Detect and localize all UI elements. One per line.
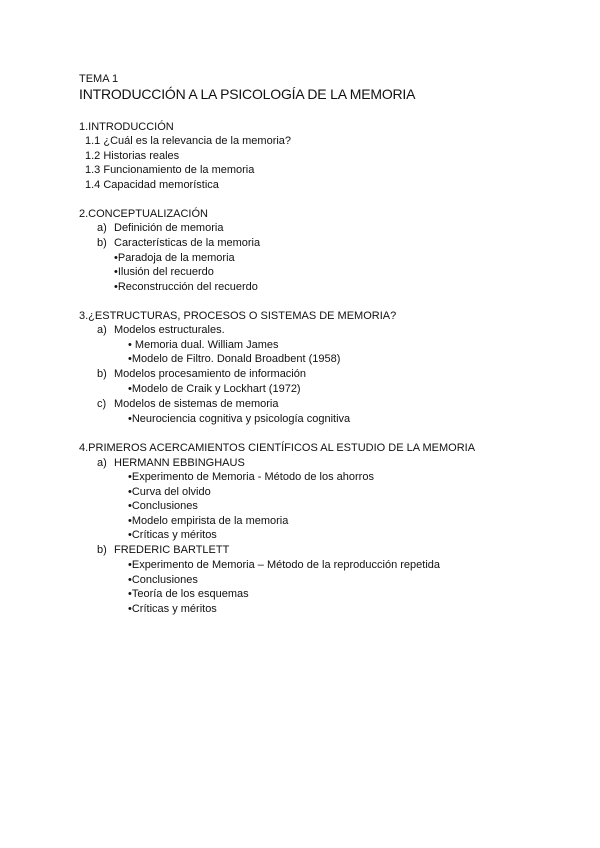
list-marker: a) xyxy=(97,324,107,336)
sub-item: •Conclusiones xyxy=(128,500,198,512)
list-marker: b) xyxy=(97,544,107,556)
list-marker: a) xyxy=(97,457,107,469)
sub-item: •Críticas y méritos xyxy=(128,529,217,541)
sub-item: •Ilusión del recuerdo xyxy=(114,266,214,278)
sub-item: •Curva del olvido xyxy=(128,486,211,498)
sub-item: •Teoría de los esquemas xyxy=(128,588,249,600)
list-marker: c) xyxy=(97,398,107,410)
sub-item: •Experimento de Memoria – Método de la reproducción repetida xyxy=(128,559,441,571)
list-item: 1.1 ¿Cuál es la relevancia de la memoria? xyxy=(85,135,292,147)
list-item: Características de la memoria xyxy=(114,237,261,249)
list-item: 1.4 Capacidad memorística xyxy=(85,179,219,191)
list-item: Modelos estructurales. xyxy=(114,324,225,336)
list-marker: a) xyxy=(97,222,107,234)
section-4-heading: 4.PRIMEROS ACERCAMIENTOS CIENTÍFICOS AL ESTUDIO DE LA MEMORIA xyxy=(79,442,476,454)
sub-item: •Conclusiones xyxy=(128,574,198,586)
sub-item: •Modelo de Filtro. Donald Broadbent (1958) xyxy=(128,353,341,365)
sub-item: •Críticas y méritos xyxy=(128,603,217,615)
sub-item: •Reconstrucción del recuerdo xyxy=(114,281,258,293)
section-1-heading: 1.INTRODUCCIÓN xyxy=(79,121,174,133)
sub-item: •Modelo de Craik y Lockhart (1972) xyxy=(128,383,301,395)
sub-item: •Paradoja de la memoria xyxy=(114,252,235,264)
page-title: INTRODUCCIÓN A LA PSICOLOGÍA DE LA MEMORIA xyxy=(79,86,416,102)
list-item: Modelos procesamiento de información xyxy=(114,368,306,380)
section-2-heading: 2.CONCEPTUALIZACIÓN xyxy=(79,208,208,220)
list-marker: b) xyxy=(97,237,107,249)
list-item: 1.2 Historias reales xyxy=(85,150,180,162)
list-marker: b) xyxy=(97,368,107,380)
tema-label: TEMA 1 xyxy=(79,73,119,85)
list-item: Modelos de sistemas de memoria xyxy=(114,398,279,410)
list-item: HERMANN EBBINGHAUS xyxy=(114,457,245,469)
section-3-heading: 3.¿ESTRUCTURAS, PROCESOS O SISTEMAS DE MEMORIA? xyxy=(79,310,397,322)
sub-item: •Modelo empirista de la memoria xyxy=(128,515,289,527)
list-item: Definición de memoria xyxy=(114,222,224,234)
list-item: FREDERIC BARTLETT xyxy=(114,544,230,556)
sub-item: •Neurociencia cognitiva y psicología cognitiva xyxy=(128,413,351,425)
sub-item: •Experimento de Memoria - Método de los ahorros xyxy=(128,471,374,483)
sub-item: • Memoria dual. William James xyxy=(128,339,279,351)
list-item: 1.3 Funcionamiento de la memoria xyxy=(85,164,255,176)
